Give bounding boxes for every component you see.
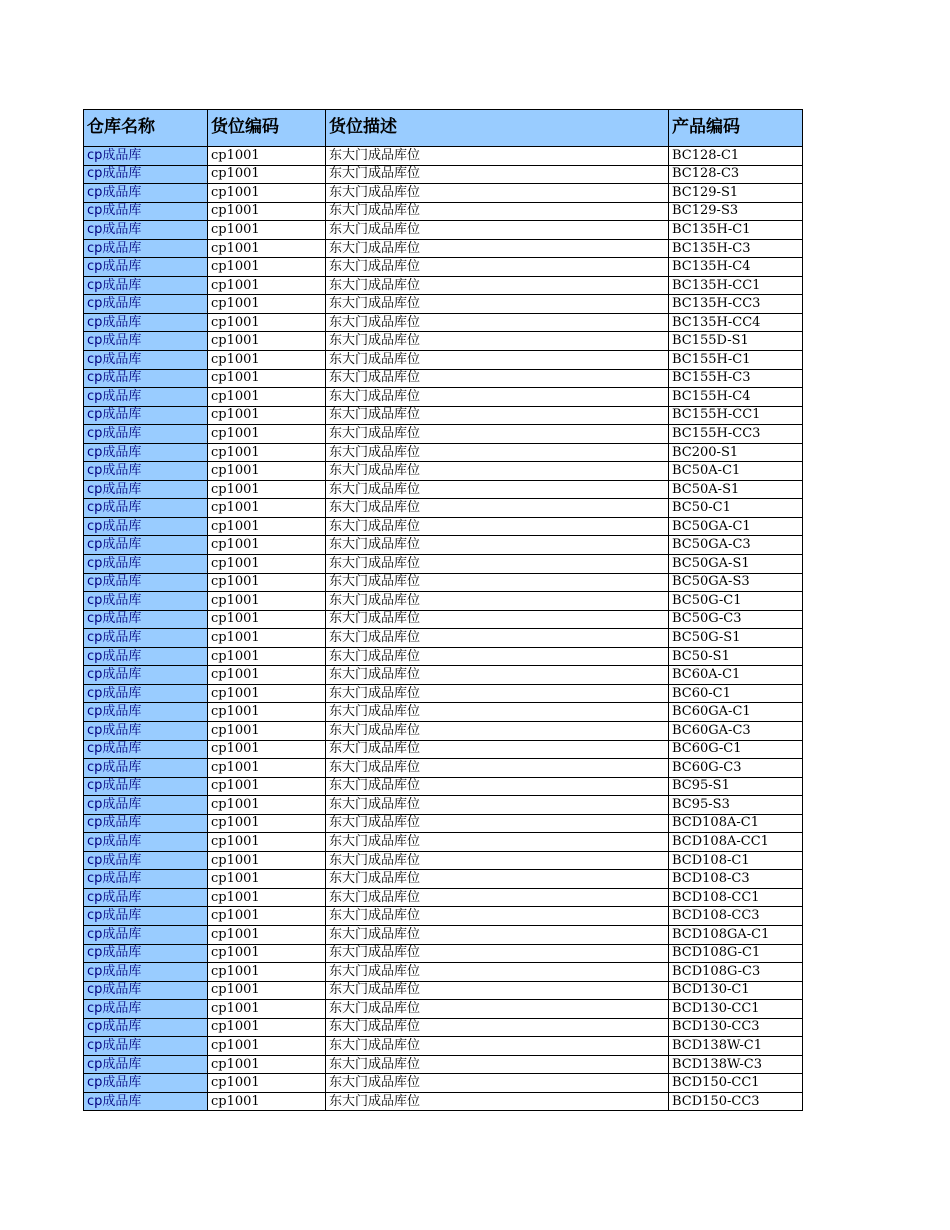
table-row [84,443,803,462]
cell-warehouse-name[interactable]: cp成品库 [84,202,208,221]
cell-location-code[interactable]: cp1001 [208,499,326,518]
cell-location-description[interactable]: 东大门成品库位 [326,573,669,592]
table-row [84,332,803,351]
cell-warehouse-name[interactable]: cp成品库 [84,592,208,611]
cell-location-code[interactable]: cp1001 [208,573,326,592]
sheet-header [84,110,803,147]
cell-warehouse-name[interactable]: cp成品库 [84,1000,208,1019]
table-row [84,369,803,388]
cell-location-description[interactable]: 东大门成品库位 [326,443,669,462]
cell-location-description[interactable]: 东大门成品库位 [326,258,669,277]
cell-location-description[interactable]: 东大门成品库位 [326,777,669,796]
cell-location-code[interactable]: cp1001 [208,313,326,332]
cell-location-description[interactable]: 东大门成品库位 [326,480,669,499]
cell-product-code[interactable]: BC128-C3 [669,165,803,184]
cell-warehouse-name[interactable]: cp成品库 [84,963,208,982]
header-location-code[interactable]: 货位编码 [208,110,326,147]
cell-location-description[interactable]: 东大门成品库位 [326,759,669,778]
cell-product-code[interactable]: BCD108G-C1 [669,944,803,963]
cell-warehouse-name[interactable]: cp成品库 [84,221,208,240]
cell-product-code[interactable]: BC50GA-S1 [669,555,803,574]
cell-location-description[interactable]: 东大门成品库位 [326,944,669,963]
cell-location-description[interactable]: 东大门成品库位 [326,629,669,648]
cell-location-description[interactable]: 东大门成品库位 [326,369,669,388]
table-row [84,1074,803,1093]
table-row [84,610,803,629]
table-row [84,1092,803,1111]
cell-product-code[interactable]: BC95-S1 [669,777,803,796]
cell-warehouse-name[interactable]: cp成品库 [84,239,208,258]
cell-location-code[interactable]: cp1001 [208,351,326,370]
cell-location-code[interactable]: cp1001 [208,295,326,314]
cell-location-code[interactable]: cp1001 [208,963,326,982]
cell-location-description[interactable]: 东大门成品库位 [326,239,669,258]
cell-location-description[interactable]: 东大门成品库位 [326,1055,669,1074]
cell-warehouse-name[interactable]: cp成品库 [84,888,208,907]
cell-location-description[interactable]: 东大门成品库位 [326,462,669,481]
table-row [84,313,803,332]
cell-location-code[interactable]: cp1001 [208,1092,326,1111]
cell-product-code[interactable]: BCD108-C1 [669,851,803,870]
cell-product-code[interactable]: BC135H-CC3 [669,295,803,314]
cell-location-description[interactable]: 东大门成品库位 [326,833,669,852]
cell-warehouse-name[interactable]: cp成品库 [84,703,208,722]
cell-location-description[interactable]: 东大门成品库位 [326,1092,669,1111]
cell-location-description[interactable]: 东大门成品库位 [326,814,669,833]
table-row [84,870,803,889]
cell-product-code[interactable]: BC50A-S1 [669,480,803,499]
cell-location-description[interactable]: 东大门成品库位 [326,332,669,351]
table-row [84,647,803,666]
cell-location-description[interactable]: 东大门成品库位 [326,499,669,518]
cell-product-code[interactable]: BCD108G-C3 [669,963,803,982]
sheet-body [84,147,803,1111]
cell-location-code[interactable]: cp1001 [208,814,326,833]
cell-product-code[interactable]: BC50G-S1 [669,629,803,648]
cell-location-code[interactable]: cp1001 [208,221,326,240]
cell-location-code[interactable]: cp1001 [208,740,326,759]
cell-product-code[interactable]: BCD138W-C3 [669,1055,803,1074]
table-row [84,721,803,740]
cell-product-code[interactable]: BC155D-S1 [669,332,803,351]
cell-warehouse-name[interactable]: cp成品库 [84,721,208,740]
cell-location-description[interactable]: 东大门成品库位 [326,907,669,926]
cell-product-code[interactable]: BC129-S1 [669,184,803,203]
cell-product-code[interactable]: BC135H-CC1 [669,276,803,295]
cell-warehouse-name[interactable]: cp成品库 [84,740,208,759]
table-row [84,963,803,982]
cell-product-code[interactable]: BC155H-C4 [669,388,803,407]
cell-warehouse-name[interactable]: cp成品库 [84,684,208,703]
table-row [84,147,803,166]
cell-location-code[interactable]: cp1001 [208,1018,326,1037]
cell-location-code[interactable]: cp1001 [208,759,326,778]
cell-product-code[interactable]: BC135H-C4 [669,258,803,277]
cell-location-description[interactable]: 东大门成品库位 [326,406,669,425]
cell-location-code[interactable]: cp1001 [208,332,326,351]
cell-location-code[interactable]: cp1001 [208,369,326,388]
cell-location-description[interactable]: 东大门成品库位 [326,1037,669,1056]
cell-location-description[interactable]: 东大门成品库位 [326,740,669,759]
table-row [84,295,803,314]
table-row [84,814,803,833]
cell-location-code[interactable]: cp1001 [208,147,326,166]
cell-product-code[interactable]: BC135H-CC4 [669,313,803,332]
cell-product-code[interactable]: BC50-S1 [669,647,803,666]
cell-location-code[interactable]: cp1001 [208,536,326,555]
cell-warehouse-name[interactable]: cp成品库 [84,759,208,778]
cell-product-code[interactable]: BCD130-C1 [669,981,803,1000]
cell-location-description[interactable]: 东大门成品库位 [326,295,669,314]
table-row [84,555,803,574]
cell-warehouse-name[interactable]: cp成品库 [84,517,208,536]
cell-location-code[interactable]: cp1001 [208,833,326,852]
table-row [84,796,803,815]
cell-warehouse-name[interactable]: cp成品库 [84,629,208,648]
cell-location-description[interactable]: 东大门成品库位 [326,888,669,907]
cell-location-description[interactable]: 东大门成品库位 [326,425,669,444]
cell-location-code[interactable]: cp1001 [208,870,326,889]
cell-location-code[interactable]: cp1001 [208,1037,326,1056]
cell-product-code[interactable]: BC50-C1 [669,499,803,518]
cell-location-description[interactable]: 东大门成品库位 [326,1018,669,1037]
table-row [84,629,803,648]
cell-warehouse-name[interactable]: cp成品库 [84,406,208,425]
cell-product-code[interactable]: BCD150-CC1 [669,1074,803,1093]
cell-location-code[interactable]: cp1001 [208,796,326,815]
cell-location-description[interactable]: 东大门成品库位 [326,147,669,166]
cell-product-code[interactable]: BCD108-C3 [669,870,803,889]
table-row [84,276,803,295]
cell-product-code[interactable]: BC155H-C3 [669,369,803,388]
cell-warehouse-name[interactable]: cp成品库 [84,1092,208,1111]
cell-location-code[interactable]: cp1001 [208,629,326,648]
table-row [84,462,803,481]
cell-warehouse-name[interactable]: cp成品库 [84,666,208,685]
cell-warehouse-name[interactable]: cp成品库 [84,1055,208,1074]
table-row [84,703,803,722]
table-row [84,777,803,796]
cell-location-code[interactable]: cp1001 [208,202,326,221]
cell-product-code[interactable]: BCD108A-CC1 [669,833,803,852]
table-row [84,499,803,518]
cell-warehouse-name[interactable]: cp成品库 [84,184,208,203]
cell-product-code[interactable]: BC60-C1 [669,684,803,703]
cell-warehouse-name[interactable]: cp成品库 [84,573,208,592]
cell-location-description[interactable]: 东大门成品库位 [326,703,669,722]
table-row [84,740,803,759]
cell-warehouse-name[interactable]: cp成品库 [84,777,208,796]
cell-location-description[interactable]: 东大门成品库位 [326,851,669,870]
cell-location-description[interactable]: 东大门成品库位 [326,351,669,370]
cell-warehouse-name[interactable]: cp成品库 [84,276,208,295]
table-row [84,1037,803,1056]
cell-product-code[interactable]: BC60G-C1 [669,740,803,759]
cell-product-code[interactable]: BC135H-C1 [669,221,803,240]
cell-product-code[interactable]: BC155H-CC3 [669,425,803,444]
cell-warehouse-name[interactable]: cp成品库 [84,944,208,963]
cell-location-description[interactable]: 东大门成品库位 [326,870,669,889]
cell-product-code[interactable]: BCD138W-C1 [669,1037,803,1056]
cell-warehouse-name[interactable]: cp成品库 [84,1018,208,1037]
table-row [84,388,803,407]
cell-location-description[interactable]: 东大门成品库位 [326,796,669,815]
cell-location-description[interactable]: 东大门成品库位 [326,202,669,221]
table-row [84,517,803,536]
cell-product-code[interactable]: BC60A-C1 [669,666,803,685]
cell-location-code[interactable]: cp1001 [208,610,326,629]
cell-location-description[interactable]: 东大门成品库位 [326,388,669,407]
cell-location-code[interactable]: cp1001 [208,1000,326,1019]
cell-warehouse-name[interactable]: cp成品库 [84,870,208,889]
cell-warehouse-name[interactable]: cp成品库 [84,351,208,370]
table-row [84,202,803,221]
cell-location-description[interactable]: 东大门成品库位 [326,221,669,240]
cell-product-code[interactable]: BC129-S3 [669,202,803,221]
table-row [84,592,803,611]
cell-warehouse-name[interactable]: cp成品库 [84,1037,208,1056]
cell-product-code[interactable]: BCD130-CC1 [669,1000,803,1019]
cell-warehouse-name[interactable]: cp成品库 [84,499,208,518]
cell-location-description[interactable]: 东大门成品库位 [326,610,669,629]
cell-location-description[interactable]: 东大门成品库位 [326,592,669,611]
cell-warehouse-name[interactable]: cp成品库 [84,332,208,351]
cell-location-code[interactable]: cp1001 [208,1055,326,1074]
header-product-code[interactable]: 产品编码 [669,110,803,147]
cell-location-code[interactable]: cp1001 [208,592,326,611]
table-row [84,536,803,555]
cell-product-code[interactable]: BCD108-CC1 [669,888,803,907]
cell-location-description[interactable]: 东大门成品库位 [326,1000,669,1019]
cell-location-code[interactable]: cp1001 [208,480,326,499]
cell-product-code[interactable]: BC60GA-C3 [669,721,803,740]
cell-location-code[interactable]: cp1001 [208,443,326,462]
cell-location-description[interactable]: 东大门成品库位 [326,925,669,944]
cell-location-description[interactable]: 东大门成品库位 [326,1074,669,1093]
cell-location-description[interactable]: 东大门成品库位 [326,165,669,184]
inventory-sheet [83,109,803,1111]
cell-location-description[interactable]: 东大门成品库位 [326,963,669,982]
cell-product-code[interactable]: BC60G-C3 [669,759,803,778]
cell-location-code[interactable]: cp1001 [208,388,326,407]
cell-location-description[interactable]: 东大门成品库位 [326,313,669,332]
table-row [84,851,803,870]
cell-product-code[interactable]: BC200-S1 [669,443,803,462]
table-row [84,351,803,370]
table-row [84,666,803,685]
table-row [84,907,803,926]
cell-warehouse-name[interactable]: cp成品库 [84,907,208,926]
table-row [84,888,803,907]
cell-warehouse-name[interactable]: cp成品库 [84,258,208,277]
cell-location-description[interactable]: 东大门成品库位 [326,276,669,295]
cell-location-description[interactable]: 东大门成品库位 [326,666,669,685]
cell-location-code[interactable]: cp1001 [208,184,326,203]
cell-location-code[interactable]: cp1001 [208,647,326,666]
table-row [84,165,803,184]
header-row [84,110,803,147]
cell-warehouse-name[interactable]: cp成品库 [84,925,208,944]
cell-warehouse-name[interactable]: cp成品库 [84,388,208,407]
table-row [84,925,803,944]
cell-location-code[interactable]: cp1001 [208,555,326,574]
header-location-description[interactable]: 货位描述 [326,110,669,147]
cell-product-code[interactable]: BC135H-C3 [669,239,803,258]
cell-product-code[interactable]: BC50G-C3 [669,610,803,629]
cell-location-description[interactable]: 东大门成品库位 [326,555,669,574]
table-row [84,684,803,703]
cell-warehouse-name[interactable]: cp成品库 [84,147,208,166]
cell-warehouse-name[interactable]: cp成品库 [84,165,208,184]
cell-warehouse-name[interactable]: cp成品库 [84,610,208,629]
cell-location-code[interactable]: cp1001 [208,276,326,295]
cell-product-code[interactable]: BCD108A-C1 [669,814,803,833]
cell-location-code[interactable]: cp1001 [208,777,326,796]
cell-product-code[interactable]: BCD108-CC3 [669,907,803,926]
header-warehouse-name[interactable]: 仓库名称 [84,110,208,147]
cell-warehouse-name[interactable]: cp成品库 [84,555,208,574]
cell-warehouse-name[interactable]: cp成品库 [84,1074,208,1093]
cell-location-code[interactable]: cp1001 [208,851,326,870]
table-row [84,1018,803,1037]
table-row [84,239,803,258]
table-row [84,1000,803,1019]
table-row [84,573,803,592]
cell-product-code[interactable]: BC50GA-S3 [669,573,803,592]
cell-location-code[interactable]: cp1001 [208,462,326,481]
cell-warehouse-name[interactable]: cp成品库 [84,833,208,852]
cell-product-code[interactable]: BC60GA-C1 [669,703,803,722]
cell-location-description[interactable]: 东大门成品库位 [326,684,669,703]
cell-location-code[interactable]: cp1001 [208,406,326,425]
cell-warehouse-name[interactable]: cp成品库 [84,796,208,815]
cell-location-code[interactable]: cp1001 [208,888,326,907]
cell-product-code[interactable]: BC155H-CC1 [669,406,803,425]
cell-location-description[interactable]: 东大门成品库位 [326,647,669,666]
cell-location-code[interactable]: cp1001 [208,907,326,926]
cell-warehouse-name[interactable]: cp成品库 [84,814,208,833]
cell-location-code[interactable]: cp1001 [208,239,326,258]
table-row [84,759,803,778]
cell-location-code[interactable]: cp1001 [208,1074,326,1093]
cell-location-description[interactable]: 东大门成品库位 [326,721,669,740]
cell-location-code[interactable]: cp1001 [208,517,326,536]
cell-location-code[interactable]: cp1001 [208,666,326,685]
cell-product-code[interactable]: BCD150-CC3 [669,1092,803,1111]
table-row [84,833,803,852]
cell-location-code[interactable]: cp1001 [208,944,326,963]
cell-location-description[interactable]: 东大门成品库位 [326,517,669,536]
cell-location-description[interactable]: 东大门成品库位 [326,536,669,555]
cell-warehouse-name[interactable]: cp成品库 [84,480,208,499]
table-row [84,425,803,444]
cell-location-code[interactable]: cp1001 [208,258,326,277]
cell-product-code[interactable]: BC50A-C1 [669,462,803,481]
cell-warehouse-name[interactable]: cp成品库 [84,647,208,666]
cell-product-code[interactable]: BC155H-C1 [669,351,803,370]
cell-location-description[interactable]: 东大门成品库位 [326,184,669,203]
cell-location-code[interactable]: cp1001 [208,721,326,740]
table-row [84,981,803,1000]
cell-product-code[interactable]: BCD130-CC3 [669,1018,803,1037]
cell-warehouse-name[interactable]: cp成品库 [84,981,208,1000]
cell-location-code[interactable]: cp1001 [208,165,326,184]
cell-warehouse-name[interactable]: cp成品库 [84,851,208,870]
cell-warehouse-name[interactable]: cp成品库 [84,369,208,388]
table-row [84,480,803,499]
table-row [84,406,803,425]
cell-location-code[interactable]: cp1001 [208,925,326,944]
cell-product-code[interactable]: BC50GA-C1 [669,517,803,536]
cell-location-code[interactable]: cp1001 [208,425,326,444]
table-row [84,1055,803,1074]
cell-warehouse-name[interactable]: cp成品库 [84,443,208,462]
cell-product-code[interactable]: BC128-C1 [669,147,803,166]
cell-location-code[interactable]: cp1001 [208,684,326,703]
cell-product-code[interactable]: BC95-S3 [669,796,803,815]
table-row [84,258,803,277]
cell-location-code[interactable]: cp1001 [208,703,326,722]
cell-product-code[interactable]: BC50GA-C3 [669,536,803,555]
cell-product-code[interactable]: BC50G-C1 [669,592,803,611]
cell-warehouse-name[interactable]: cp成品库 [84,295,208,314]
cell-warehouse-name[interactable]: cp成品库 [84,313,208,332]
table-row [84,221,803,240]
cell-product-code[interactable]: BCD108GA-C1 [669,925,803,944]
cell-location-code[interactable]: cp1001 [208,981,326,1000]
table-row [84,184,803,203]
cell-warehouse-name[interactable]: cp成品库 [84,462,208,481]
cell-location-description[interactable]: 东大门成品库位 [326,981,669,1000]
cell-warehouse-name[interactable]: cp成品库 [84,536,208,555]
cell-warehouse-name[interactable]: cp成品库 [84,425,208,444]
table-row [84,944,803,963]
